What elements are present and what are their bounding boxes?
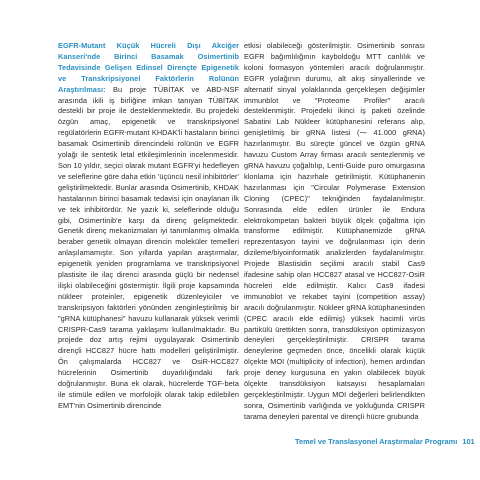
right-column (244, 41, 425, 423)
left-body-text: Bu proje TÜBİTAK ve ABD-NSF arasında ikili iş birliğine imkan tanıyan TÜBİTAK destekli bir proje ile desteklenmektedir. Bu projedeki özgün amaç, epigenetik ve transkripsiyonel regülatörlerin EGFR-mutant KHDAK'li hastaların birinci basamak Osimertinib direncindeki rolünün ve EGFR yolağı ile sentetik letal etkileşimlerinin incelenmesidir. Son 10 yıldır, seçici olarak mutant EGFR'yi hedefleyen ve seleflerine göre daha etkin 'üçüncü nesil inhibitörler' geliştirilmektedir. Bunlar arasında Osimertinib, KHDAK hastalarının birinci basamak tedavisi için onaylanan ilk ve tek inhibitördür. Ne yazık ki, seleflerinde olduğu gibi, Osimertinib'e karşı da direnç gelişmektedir. Genetik direnç mekanizmaları iyi tanımlanmış olmakla beraber genetik olmayan direncin moleküler temelleri anlaşılamamıştır. Son yıllarda yapılan araştırmalar, epigenetik yeniden programlama ve transkripsiyonel plastisite ile ilaç direnci arasında güçlü bir nedensel ilişki olabileceğini göstermiştir. İlgili proje kapsamında nükleer proteinler, epigenetik düzenleyiciler ve transkripsiyon faktörleri yönünden zenginleştirilmiş bir "gRNA kütüphanesi" havuzu kullanarak yüksek verimli CRISPR-Cas9 tarama yaklaşımı kullanılmaktadır. Bu projede doz artış rejimi uygulayarak Osimertinib dirençli HCC827 hücre hattı modelleri geliştirilmiştir. Ön çalışmalarda HCC827 ve OsiR-HCC827 hücrelerinin Osimertinib duyarlılığındaki fark doğrulanmıştır. Buna ek olarak, hücrelerde TGF-beta ile stimüle edilen ve morfolojik olarak takip edilebilen EMT'nin Osimertinib direncinde (58, 84, 239, 410)
left-column (58, 41, 239, 412)
left-paragraph (58, 41, 239, 412)
page-footer (295, 437, 475, 446)
running-title: Temel ve Translasyonel Araştırmalar Programı (295, 437, 458, 446)
right-paragraph: etkisi olabileceği gösterilmiştir. Osimertinib sonrası EGFR bağımlılığının kayboldoğu MTT canlılık ve koloni formasyon yöntemleri aracılı doğrulanmıştır. EGFR yolağının durumu, alt akış sinyallerinde ve alternatif sinyal yolaklarında gerçekleşen değişimler immunblot ve "Proteome Profiler" aracılı desteklenmiştir. Projedeki ikinci iş paketi özelinde Sabatini Lab Nükleer kütüphanesini referans alıp, genişletilmiş bir gRNA listesi (⁓ 41.000 gRNA) hazırlanmıştır. Bu süreçte güncel ve özgün gRNA havuzu Custom Array firması aracılı sentezlenmiş ve gRNA havuzu çoğaltılıp, Lenti-Guide puro omurgasına klonlama için hazırhale getirilmiştir. Kütüphanenin hazırlanması için "Circular Polymerase Extension Cloning (CPEC)" tekniğinden faydalanılmıştır. Sonrasında elde edilen ürünler ile Endura elektrokompetan bakteri büyük ölçek çoğaltma için transforme edilmiştir. Kütüphanemizde gRNA reprezentasyon tayini ve doğrulanması için derin dizileme/biyoinformatik analizlerden faydalanılmıştır. Projede Blastisidin seçilimi aracılı stabil Cas9 ifadesine sahip olan HCC827 atasal ve HCC827-OsiR hücreleri elde edilmiştir. Kalıcı Cas9 ifadesi immunoblot ve rekabet tayini (competition assay) aracılı doğrulanmıştır. Nükleer gRNA kütüphanesinden (CPEC aracılı elde edilmiş) yüksek hacimli virüs partikülü ürettikten sonra, transdüksiyon optimizasyon deneyleri gerçekleştirilmiştir. CRISPR tarama deneylerine geçmeden önce, öncelikli olarak küçük ölçekte MOI (multiplicity of infection), hemen ardından proje deney kurgusuna en yakın olabilecek büyük ölçekte transdüksiyon katsayısı hesaplamaları gerçekleştirilmiştir. Uygun MOI değerleri belirlendikten sonra, Osimertinib varlığında ve yokluğunda CRISPR tarama deneyleri parental ve dirençli hücre grubunda (244, 41, 425, 421)
project-heading: EGFR-Mutant Küçük Hücreli Dışı Akciğer Kanseri'nde Birinci Basamak Osimertinib Tedavisinde Gelişen Edinsel Dirençte Epigenetik ve Transkripsiyonel Faktörlerin Rolünün Araştırılması: (58, 41, 239, 94)
page-number: 101 (462, 437, 475, 446)
